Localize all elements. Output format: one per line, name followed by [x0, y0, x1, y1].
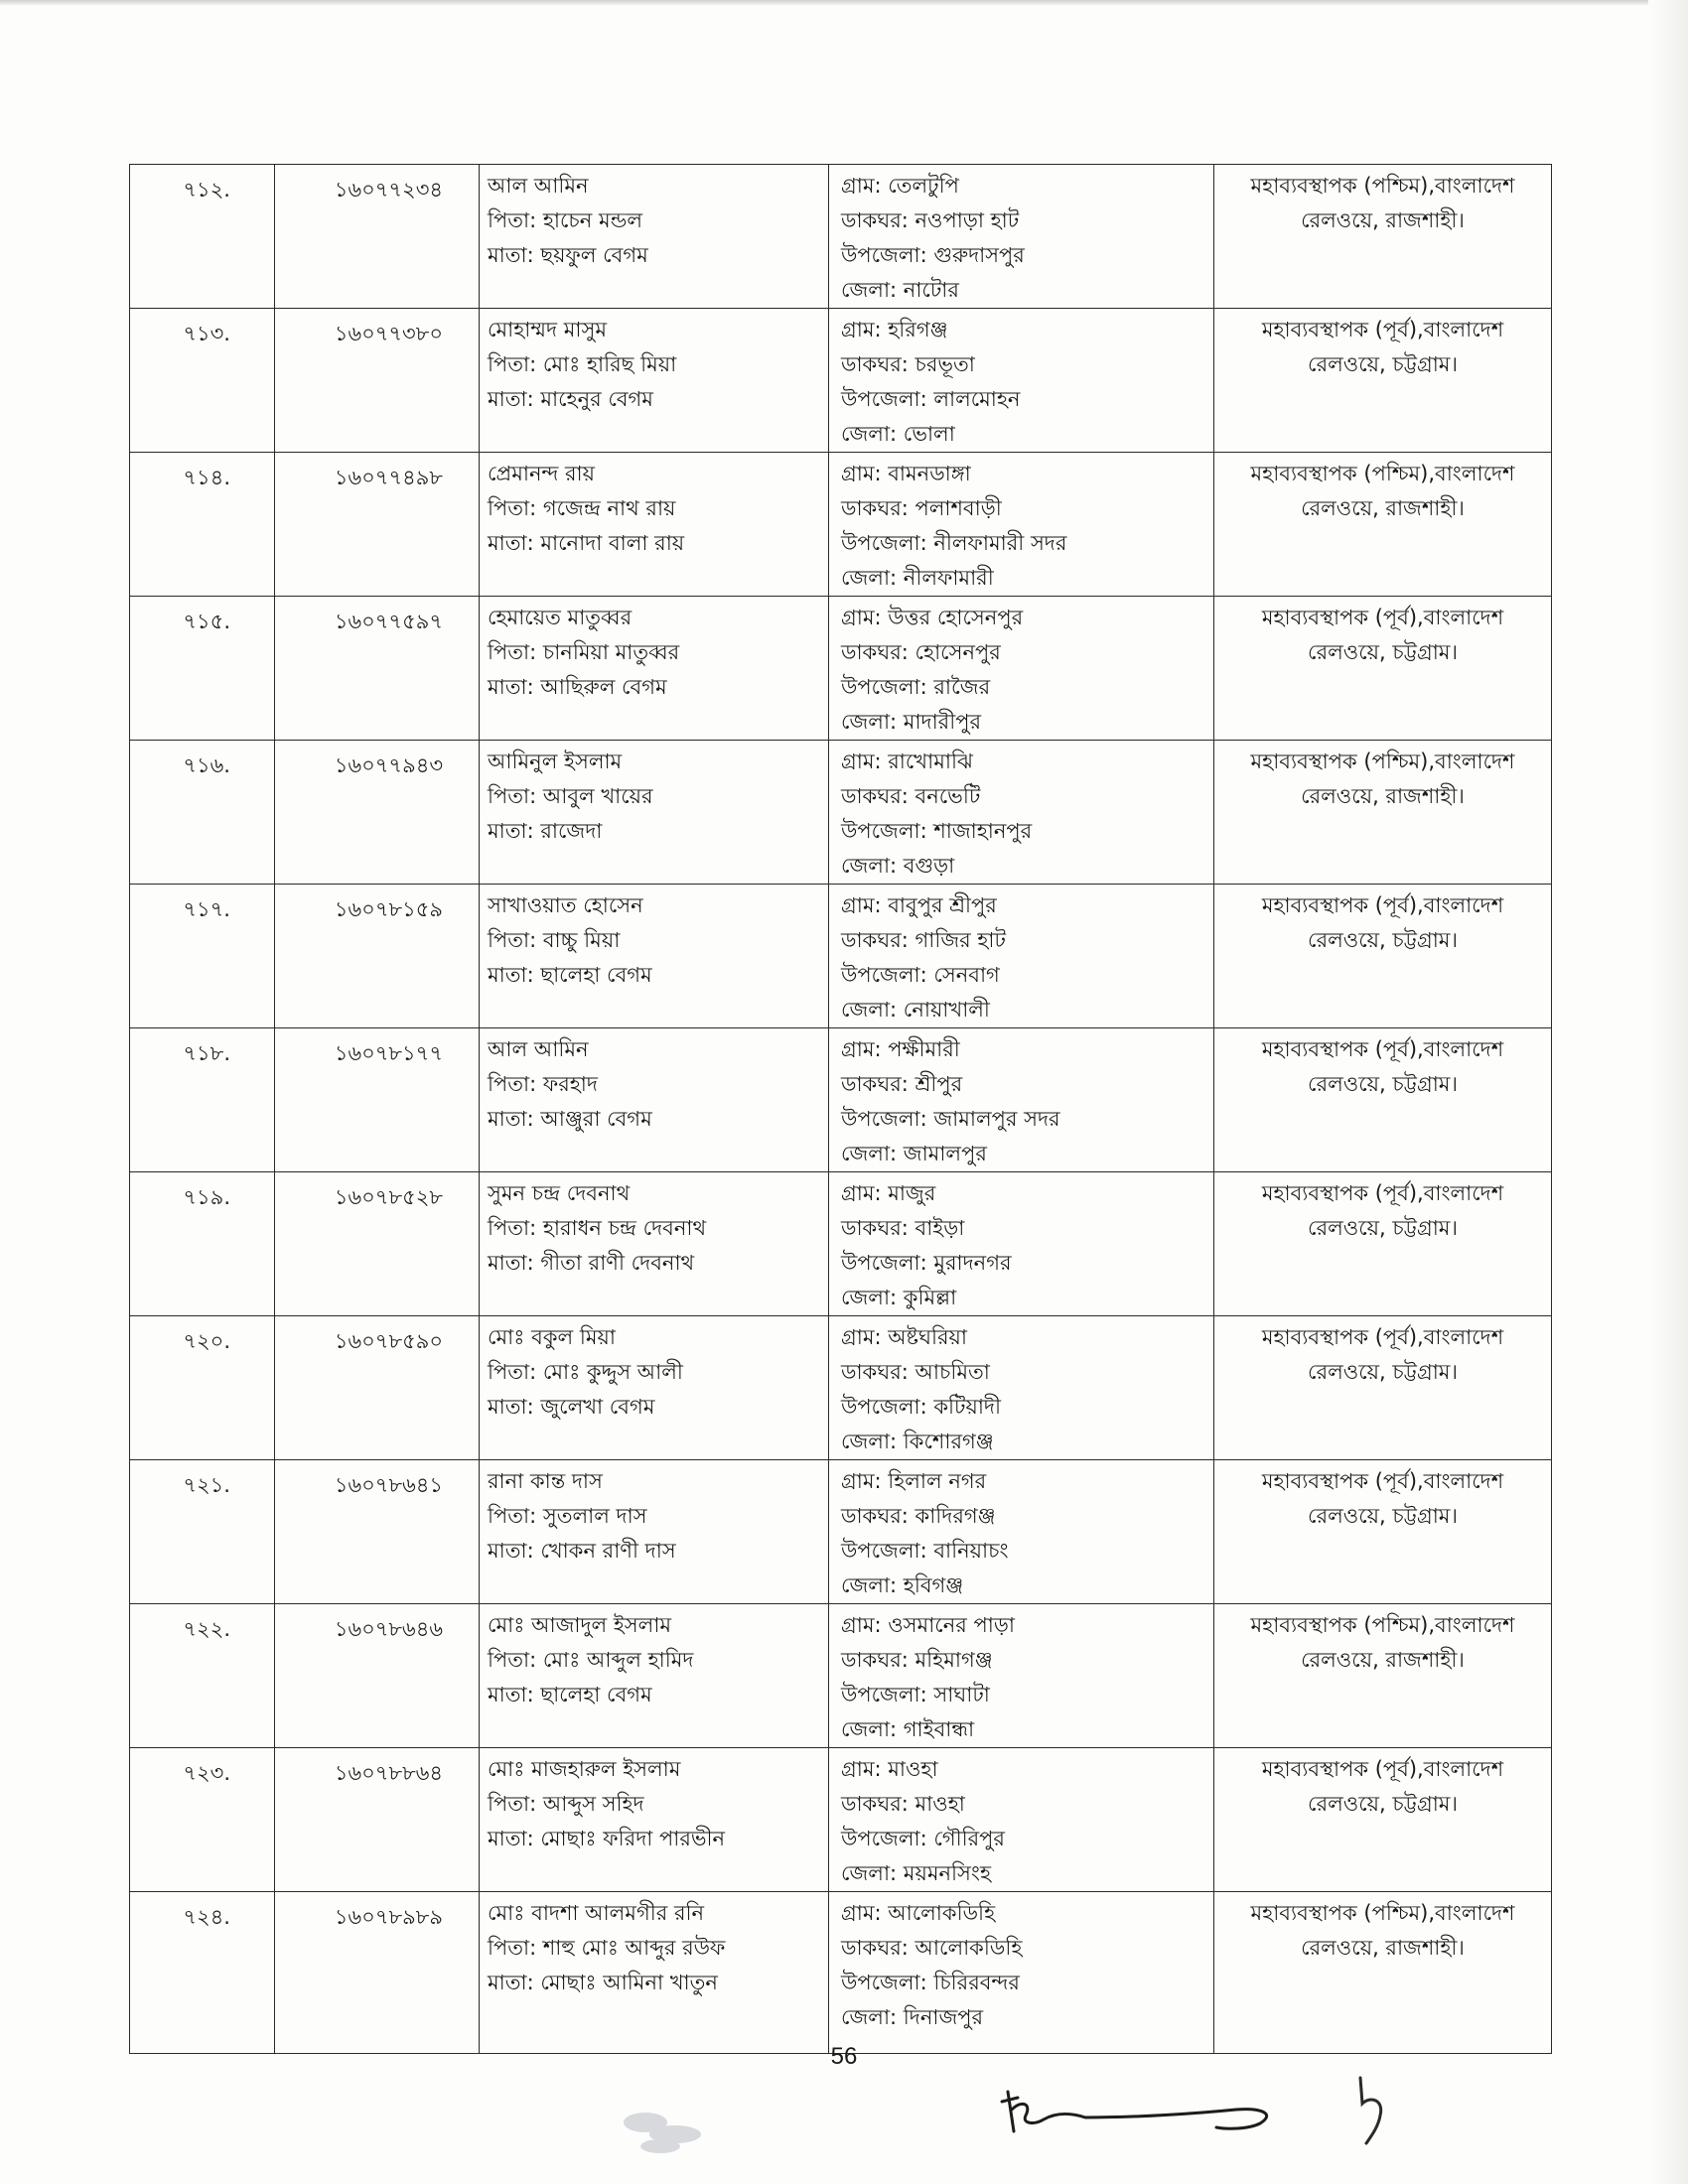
posting-location: রেলওয়ে, চট্টগ্রাম।: [1308, 928, 1458, 952]
address-village: গ্রাম: পক্ষীমারী: [841, 1037, 960, 1061]
address-cell: [829, 1892, 1214, 2054]
table-row: [130, 1748, 1552, 1892]
address-post-office: ডাকঘর: আচমিতা: [841, 1360, 990, 1384]
address-district: জেলা: ময়মনসিংহ: [841, 1861, 991, 1885]
address-post-office: ডাকঘর: নওপাড়া হাট: [841, 208, 1020, 232]
address-district: জেলা: মাদারীপুর: [841, 710, 982, 734]
address-district: জেলা: কিশোরগঞ্জ: [841, 1430, 994, 1453]
name-cell: [480, 1604, 829, 1748]
posting-location: রেলওয়ে, রাজশাহী।: [1301, 1648, 1465, 1672]
serial-cell: [130, 741, 275, 885]
serial-cell: [130, 1172, 275, 1316]
posting-location: রেলওয়ে, রাজশাহী।: [1301, 784, 1465, 808]
table-row: [130, 597, 1552, 741]
father-name: পিতা: বাচ্চু মিয়া: [488, 928, 621, 952]
mother-name: মাতা: রাজেদা: [488, 819, 603, 843]
posting-location: রেলওয়ে, চট্টগ্রাম।: [1308, 1792, 1458, 1816]
posting-office: মহাব্যবস্থাপক (পশ্চিম),বাংলাদেশ: [1250, 1901, 1515, 1925]
serial-cell: [130, 1892, 275, 2054]
posting-office: মহাব্যবস্থাপক (পূর্ব),বাংলাদেশ: [1261, 1325, 1504, 1349]
father-name: পিতা: আবুল খায়ের: [488, 784, 653, 808]
address-district: জেলা: বগুড়া: [841, 854, 955, 878]
father-name: পিতা: মোঃ হারিছ মিয়া: [488, 352, 677, 376]
candidate-name: আল আমিন: [488, 174, 589, 198]
table-row: [130, 1460, 1552, 1604]
address-upazila: উপজেলা: মুরাদনগর: [841, 1251, 1012, 1275]
table-row: [130, 1316, 1552, 1460]
name-cell: [480, 165, 829, 309]
address-upazila: উপজেলা: সাঘাটা: [841, 1683, 990, 1706]
address-upazila: উপজেলা: জামালপুর সদর: [841, 1107, 1060, 1131]
mother-name: মাতা: আঞ্জুরা বেগম: [488, 1107, 652, 1131]
address-post-office: ডাকঘর: বাইড়া: [841, 1216, 965, 1240]
address-post-office: ডাকঘর: চরভূতা: [841, 352, 975, 376]
serial-number: ৭১৮.: [183, 1041, 230, 1065]
name-cell: [480, 309, 829, 453]
address-upazila: উপজেলা: সেনবাগ: [841, 963, 1000, 987]
address-upazila: উপজেলা: গুরুদাসপুর: [841, 243, 1025, 267]
roll-cell: [275, 165, 480, 309]
posting-location: রেলওয়ে, চট্টগ্রাম।: [1308, 1216, 1458, 1240]
candidate-name: রানা কান্ত দাস: [488, 1469, 603, 1493]
serial-number: ৭১৯.: [183, 1185, 230, 1209]
posting-office: মহাব্যবস্থাপক (পশ্চিম),বাংলাদেশ: [1250, 174, 1515, 198]
address-village: গ্রাম: অষ্টঘরিয়া: [841, 1325, 967, 1349]
address-post-office: ডাকঘর: কাদিরগঞ্জ: [841, 1504, 996, 1528]
address-upazila: উপজেলা: গৌরিপুর: [841, 1827, 1005, 1850]
address-district: জেলা: দিনাজপুর: [841, 2005, 984, 2029]
roll-cell: [275, 597, 480, 741]
address-post-office: ডাকঘর: মাওহা: [841, 1792, 965, 1816]
mother-name: মাতা: আছিরুল বেগম: [488, 675, 667, 699]
roll-cell: [275, 1172, 480, 1316]
roll-number: ১৬০৭৭২৩৪: [334, 178, 443, 202]
table-row: [130, 309, 1552, 453]
name-cell: [480, 1460, 829, 1604]
roll-number: ১৬০৭৮১৫৯: [334, 897, 443, 921]
candidate-name: আল আমিন: [488, 1037, 589, 1061]
candidate-table-body: [130, 165, 1552, 2054]
roll-cell: [275, 885, 480, 1028]
roll-cell: [275, 1892, 480, 2054]
father-name: পিতা: ফরহাদ: [488, 1072, 598, 1096]
posting-office: মহাব্যবস্থাপক (পশ্চিম),বাংলাদেশ: [1250, 462, 1515, 485]
roll-number: ১৬০৭৮৫৯০: [334, 1329, 443, 1353]
candidate-name: মোহাম্মদ মাসুম: [488, 318, 607, 341]
posting-location: রেলওয়ে, চট্টগ্রাম।: [1308, 1360, 1458, 1384]
address-cell: [829, 453, 1214, 597]
candidate-name: মোঃ আজাদুল ইসলাম: [488, 1613, 672, 1637]
serial-cell: [130, 453, 275, 597]
serial-number: ৭১৩.: [183, 322, 230, 345]
candidate-name: সাখাওয়াত হোসেন: [488, 893, 643, 917]
name-cell: [480, 885, 829, 1028]
roll-number: ১৬০৭৮৯৮৯: [334, 1905, 443, 1929]
mother-name: মাতা: মোছাঃ আমিনা খাতুন: [488, 1971, 718, 1994]
address-cell: [829, 165, 1214, 309]
roll-cell: [275, 1460, 480, 1604]
posting-cell: [1214, 309, 1552, 453]
name-cell: [480, 741, 829, 885]
mother-name: মাতা: মানোদা বালা রায়: [488, 531, 685, 555]
posting-location: রেলওয়ে, চট্টগ্রাম।: [1308, 352, 1458, 376]
table-row: [130, 1172, 1552, 1316]
address-upazila: উপজেলা: চিরিরবন্দর: [841, 1971, 1020, 1994]
posting-location: রেলওয়ে, চট্টগ্রাম।: [1308, 1504, 1458, 1528]
address-district: জেলা: কুমিল্লা: [841, 1286, 957, 1309]
address-post-office: ডাকঘর: পলাশবাড়ী: [841, 496, 1002, 520]
address-cell: [829, 1460, 1214, 1604]
table-row: [130, 1028, 1552, 1172]
address-district: জেলা: নীলফামারী: [841, 566, 994, 590]
name-cell: [480, 1748, 829, 1892]
address-cell: [829, 741, 1214, 885]
posting-cell: [1214, 1748, 1552, 1892]
mother-name: মাতা: মোছাঃ ফরিদা পারভীন: [488, 1827, 726, 1850]
posting-cell: [1214, 885, 1552, 1028]
posting-cell: [1214, 1028, 1552, 1172]
serial-cell: [130, 1748, 275, 1892]
address-cell: [829, 1172, 1214, 1316]
scan-right-shadow: [1648, 0, 1688, 2184]
address-cell: [829, 1316, 1214, 1460]
scan-top-edge: [0, 0, 1688, 6]
address-village: গ্রাম: বামনডাঙ্গা: [841, 462, 971, 485]
address-village: গ্রাম: হিলাল নগর: [841, 1469, 987, 1493]
serial-cell: [130, 1028, 275, 1172]
page-number: 56: [830, 2043, 858, 2070]
address-cell: [829, 1748, 1214, 1892]
candidate-name: আমিনুল ইসলাম: [488, 750, 623, 773]
father-name: পিতা: মোঃ কুদ্দুস আলী: [488, 1360, 683, 1384]
posting-cell: [1214, 1316, 1552, 1460]
table-row: [130, 165, 1552, 309]
address-upazila: উপজেলা: লালমোহন: [841, 387, 1021, 411]
address-upazila: উপজেলা: কটিয়াদী: [841, 1395, 1001, 1419]
serial-number: ৭২০.: [183, 1329, 230, 1353]
father-name: পিতা: সুতলাল দাস: [488, 1504, 647, 1528]
father-name: পিতা: হারাধন চন্দ্র দেবনাথ: [488, 1216, 707, 1240]
serial-number: ৭১৪.: [183, 466, 230, 489]
address-cell: [829, 885, 1214, 1028]
roll-number: ১৬০৭৭৫৯৭: [334, 610, 443, 633]
roll-number: ১৬০৭৮৬৪১: [334, 1473, 443, 1497]
roll-number: ১৬০৭৮৬৪৬: [334, 1617, 443, 1641]
address-district: জেলা: হবিগঞ্জ: [841, 1573, 964, 1597]
posting-location: রেলওয়ে, রাজশাহী।: [1301, 496, 1465, 520]
serial-cell: [130, 885, 275, 1028]
serial-cell: [130, 597, 275, 741]
address-post-office: ডাকঘর: শ্রীপুর: [841, 1072, 963, 1096]
serial-number: ৭২৪.: [183, 1905, 230, 1929]
serial-cell: [130, 1316, 275, 1460]
address-district: জেলা: গাইবান্ধা: [841, 1717, 975, 1741]
serial-number: ৭২২.: [183, 1617, 230, 1641]
roll-cell: [275, 309, 480, 453]
name-cell: [480, 1892, 829, 2054]
roll-number: ১৬০৭৮৮৬৪: [334, 1761, 443, 1785]
candidate-name: মোঃ বাদশা আলমগীর রনি: [488, 1901, 705, 1925]
address-upazila: উপজেলা: নীলফামারী সদর: [841, 531, 1067, 555]
serial-number: ৭২৩.: [183, 1761, 230, 1785]
roll-cell: [275, 1316, 480, 1460]
serial-number: ৭১২.: [183, 178, 230, 202]
candidate-name: হেমায়েত মাতুব্বর: [488, 606, 633, 629]
address-village: গ্রাম: বাবুপুর শ্রীপুর: [841, 893, 997, 917]
address-district: জেলা: নোয়াখালী: [841, 998, 990, 1022]
posting-office: মহাব্যবস্থাপক (পূর্ব),বাংলাদেশ: [1261, 1469, 1504, 1493]
initial-mark: [1350, 2070, 1390, 2149]
candidate-name: মোঃ মাজহারুল ইসলাম: [488, 1757, 681, 1781]
name-cell: [480, 1172, 829, 1316]
posting-office: মহাব্যবস্থাপক (পূর্ব),বাংলাদেশ: [1261, 1181, 1504, 1205]
posting-cell: [1214, 1460, 1552, 1604]
mother-name: মাতা: খোকন রাণী দাস: [488, 1539, 676, 1563]
address-village: গ্রাম: হরিগঞ্জ: [841, 318, 948, 341]
address-district: জেলা: জামালপুর: [841, 1142, 987, 1165]
posting-cell: [1214, 1892, 1552, 2054]
posting-office: মহাব্যবস্থাপক (পূর্ব),বাংলাদেশ: [1261, 1757, 1504, 1781]
posting-cell: [1214, 1604, 1552, 1748]
address-cell: [829, 309, 1214, 453]
mother-name: মাতা: ছয়ফুল বেগম: [488, 243, 648, 267]
serial-cell: [130, 1604, 275, 1748]
candidate-name: মোঃ বকুল মিয়া: [488, 1325, 616, 1349]
table-row: [130, 885, 1552, 1028]
address-village: গ্রাম: ওসমানের পাড়া: [841, 1613, 1015, 1637]
posting-office: মহাব্যবস্থাপক (পূর্ব),বাংলাদেশ: [1261, 606, 1504, 629]
roll-cell: [275, 1748, 480, 1892]
posting-cell: [1214, 741, 1552, 885]
address-cell: [829, 1028, 1214, 1172]
address-post-office: ডাকঘর: মহিমাগঞ্জ: [841, 1648, 993, 1672]
posting-cell: [1214, 165, 1552, 309]
candidate-name: প্রেমানন্দ রায়: [488, 462, 596, 485]
serial-cell: [130, 1460, 275, 1604]
posting-office: মহাব্যবস্থাপক (পশ্চিম),বাংলাদেশ: [1250, 1613, 1515, 1637]
posting-location: রেলওয়ে, রাজশাহী।: [1301, 208, 1465, 232]
table-row: [130, 1892, 1552, 2054]
mother-name: মাতা: ছালেহা বেগম: [488, 1683, 652, 1706]
father-name: পিতা: আব্দুস সহিদ: [488, 1792, 644, 1816]
address-village: গ্রাম: রাখোমাঝি: [841, 750, 973, 773]
roll-number: ১৬০৭৮১৭৭: [334, 1041, 443, 1065]
address-village: গ্রাম: উত্তর হোসেনপুর: [841, 606, 1024, 629]
posting-location: রেলওয়ে, রাজশাহী।: [1301, 1936, 1465, 1960]
mother-name: মাতা: জুলেখা বেগম: [488, 1395, 655, 1419]
posting-cell: [1214, 453, 1552, 597]
address-village: গ্রাম: তেলটুপি: [841, 174, 959, 198]
stamp-smudge: [606, 2095, 725, 2164]
candidate-name: সুমন চন্দ্র দেবনাথ: [488, 1181, 631, 1205]
posting-location: রেলওয়ে, চট্টগ্রাম।: [1308, 1072, 1458, 1096]
father-name: পিতা: মোঃ আব্দুল হামিদ: [488, 1648, 694, 1672]
serial-cell: [130, 165, 275, 309]
address-post-office: ডাকঘর: আলোকডিহি: [841, 1936, 1023, 1960]
address-village: গ্রাম: মাজুর: [841, 1181, 936, 1205]
address-upazila: উপজেলা: শাজাহানপুর: [841, 819, 1033, 843]
serial-number: ৭১৬.: [183, 753, 230, 777]
table-row: [130, 741, 1552, 885]
father-name: পিতা: হাচেন মন্ডল: [488, 208, 643, 232]
table-row: [130, 453, 1552, 597]
posting-office: মহাব্যবস্থাপক (পূর্ব),বাংলাদেশ: [1261, 1037, 1504, 1061]
roll-cell: [275, 1028, 480, 1172]
posting-cell: [1214, 597, 1552, 741]
posting-office: মহাব্যবস্থাপক (পূর্ব),বাংলাদেশ: [1261, 893, 1504, 917]
posting-cell: [1214, 1172, 1552, 1316]
address-district: জেলা: নাটোর: [841, 278, 959, 302]
mother-name: মাতা: গীতা রাণী দেবনাথ: [488, 1251, 695, 1275]
roll-cell: [275, 1604, 480, 1748]
address-upazila: উপজেলা: বানিয়াচং: [841, 1539, 1009, 1563]
table-row: [130, 1604, 1552, 1748]
address-district: জেলা: ভোলা: [841, 422, 955, 446]
candidate-table: [129, 164, 1552, 2054]
serial-number: ৭১৫.: [183, 610, 230, 633]
serial-number: ৭২১.: [183, 1473, 230, 1497]
signature-mark: [988, 2080, 1286, 2149]
father-name: পিতা: চানমিয়া মাতুব্বর: [488, 640, 680, 664]
name-cell: [480, 597, 829, 741]
address-village: গ্রাম: মাওহা: [841, 1757, 938, 1781]
serial-cell: [130, 309, 275, 453]
roll-cell: [275, 453, 480, 597]
address-post-office: ডাকঘর: বনভেটি: [841, 784, 981, 808]
address-cell: [829, 597, 1214, 741]
address-village: গ্রাম: আলোকডিহি: [841, 1901, 996, 1925]
address-post-office: ডাকঘর: গাজির হাট: [841, 928, 1006, 952]
name-cell: [480, 453, 829, 597]
roll-number: ১৬০৭৮৫২৮: [334, 1185, 443, 1209]
address-upazila: উপজেলা: রাজৈর: [841, 675, 991, 699]
address-cell: [829, 1604, 1214, 1748]
roll-number: ১৬০৭৭৩৮০: [334, 322, 443, 345]
name-cell: [480, 1028, 829, 1172]
mother-name: মাতা: ছালেহা বেগম: [488, 963, 652, 987]
serial-number: ৭১৭.: [183, 897, 230, 921]
roll-cell: [275, 741, 480, 885]
mother-name: মাতা: মাহেনুর বেগম: [488, 387, 653, 411]
father-name: পিতা: শাহু মোঃ আব্দুর রউফ: [488, 1936, 726, 1960]
roll-number: ১৬০৭৭৯৪৩: [334, 753, 443, 777]
posting-office: মহাব্যবস্থাপক (পূর্ব),বাংলাদেশ: [1261, 318, 1504, 341]
name-cell: [480, 1316, 829, 1460]
father-name: পিতা: গজেন্দ্র নাথ রায়: [488, 496, 676, 520]
roll-number: ১৬০৭৭৪৯৮: [334, 466, 443, 489]
posting-office: মহাব্যবস্থাপক (পশ্চিম),বাংলাদেশ: [1250, 750, 1515, 773]
posting-location: রেলওয়ে, চট্টগ্রাম।: [1308, 640, 1458, 664]
address-post-office: ডাকঘর: হোসেনপুর: [841, 640, 1001, 664]
